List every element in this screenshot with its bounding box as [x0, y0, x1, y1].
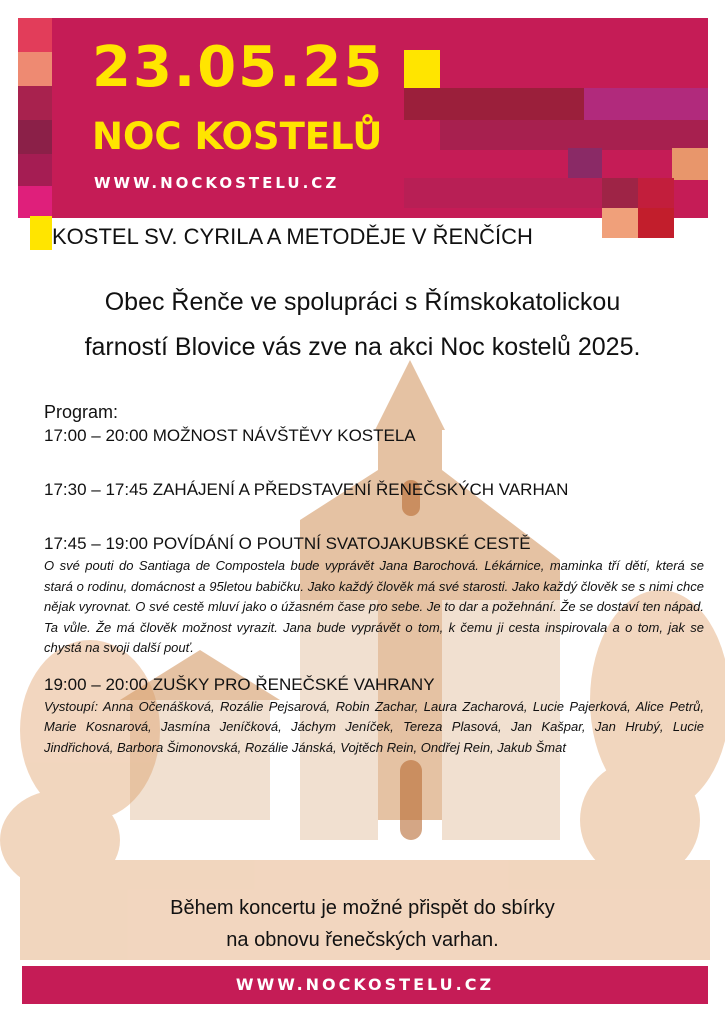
donation-line-2: na obnovu řenečských varhan. — [226, 929, 499, 951]
program-item-description: O své pouti do Santiaga de Compostela bude vyprávět Jana Barochová. Lékárnice, maminka tří dětí, která se stará o rodinu, domácnost a 95letou babičku. Jako každý člověk má své starosti. Jako každý člověk se s nimi chce nějak vyrovnat. O své cestě mluví jako o úžasném čase pro sebe. Je to dar a požehnání. Že se dostaví ten nápad. Ta vůle. Že má člověk možnost vyrazit. Jana bude vyprávět o tom, k čemu ji cesta inspirovala a o tom, jak se chystá na svoji další pouť. — [44, 558, 704, 655]
header-website-link[interactable]: WWW.NOCKOSTELU.CZ — [94, 174, 340, 192]
church-title: KOSTEL SV. CYRILA A METODĚJE V ŘENČÍCH — [52, 222, 570, 252]
event-date: 23.05.25 — [92, 35, 385, 100]
footer-bar — [22, 966, 708, 1004]
program-item-description: Vystoupí: Anna Očenášková, Rozálie Pejsarová, Robin Zachar, Laura Zacharová, Lucie Pajerková, Alice Petrů, Marie Kosnarová, Jasmína Jeníčková, Jáchym Jeníček, Tereza Plasová, Jan Kašpar, Jan Hrubý, Lucie Jindřichová, Barbora Šimonovská, Rozálie Jánská, Vojtěch Rein, Ondřej Rein, Jakub Šmat — [44, 698, 704, 755]
event-name: NOC KOSTELŮ — [92, 115, 383, 158]
footer-website-link[interactable]: WWW.NOCKOSTELU.CZ — [235, 975, 495, 994]
accent-square — [30, 216, 52, 250]
donation-line-1: Během koncertu je možné přispět do sbírky — [170, 897, 555, 919]
program-item-title: 17:30 – 17:45 ZAHÁJENÍ A PŘEDSTAVENÍ ŘENEČSKÝCH VARHAN — [44, 480, 569, 499]
program-item-title: 17:45 – 19:00 POVÍDÁNÍ O POUTNÍ SVATOJAKUBSKÉ CESTĚ — [44, 534, 531, 553]
program-section — [44, 400, 704, 758]
donation-note — [0, 892, 725, 956]
program-item-title: 19:00 – 20:00 ZUŠKY PRO ŘENEČSKÉ VAHRANY — [44, 674, 435, 694]
program-item-title: 17:00 – 20:00 MOŽNOST NÁVŠTĚVY KOSTELA — [44, 426, 416, 445]
intro-line-2: farností Blovice vás zve na akci Noc kostelů 2025. — [84, 333, 641, 361]
program-label: Program: — [44, 402, 119, 422]
intro-text — [0, 280, 725, 370]
intro-line-1: Obec Řenče ve spolupráci s Římskokatolickou — [104, 288, 621, 316]
